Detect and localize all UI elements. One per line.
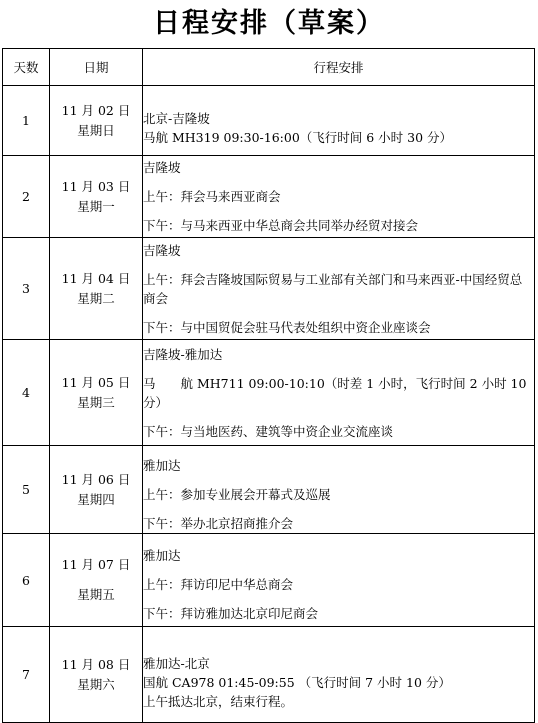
- plan-cell: [143, 340, 535, 446]
- plan-line: 下午：举办北京招商推介会: [143, 515, 294, 531]
- header-date: 日期: [50, 49, 143, 86]
- weekday-text: 星期六: [77, 676, 115, 692]
- date-text: 11 月 05 日: [61, 374, 131, 390]
- date-cell: [50, 86, 143, 156]
- plan-line: 马 航 MH711 09:00-10:10（时差 1 小时，飞行时间 2 小时 10 分）: [143, 375, 527, 410]
- plan-route: 吉隆坡: [143, 242, 181, 258]
- plan-cell: [143, 446, 535, 534]
- plan-line: 国航 CA978 01:45-09:55 （飞行时间 7 小时 10 分）: [143, 675, 451, 690]
- date-cell: [50, 238, 143, 340]
- weekday-text: 星期四: [77, 491, 115, 507]
- date-cell: [50, 534, 143, 627]
- plan-route: 吉隆坡-雅加达: [143, 346, 223, 362]
- plan-line: 上午：拜会马来西亚商会: [143, 189, 281, 204]
- plan-route: 雅加达: [143, 548, 181, 563]
- plan-route: 北京-吉隆坡: [143, 110, 210, 126]
- plan-route: 雅加达-北京: [143, 656, 210, 671]
- date-text: 11 月 06 日: [61, 471, 131, 487]
- plan-line: 马航 MH319 09:30-16:00（飞行时间 6 小时 30 分）: [143, 129, 453, 145]
- date-cell: [50, 340, 143, 446]
- plan-line: 上午抵达北京，结束行程。: [143, 694, 294, 709]
- weekday-text: 星期三: [77, 394, 115, 410]
- plan-line: 上午：参加专业展会开幕式及巡展: [143, 486, 331, 502]
- date-text: 11 月 03 日: [61, 178, 131, 194]
- plan-line: 下午：与当地医药、建筑等中资企业交流座谈: [143, 423, 394, 439]
- day-number: 7: [3, 627, 50, 723]
- weekday-text: 星期二: [77, 290, 115, 306]
- date-text: 11 月 07 日: [61, 557, 131, 572]
- plan-cell: [143, 238, 535, 340]
- table-row: [3, 534, 535, 627]
- weekday-text: 星期五: [77, 587, 115, 602]
- table-row: [3, 446, 535, 534]
- day-number: 2: [3, 156, 50, 238]
- day-number: 5: [3, 446, 50, 534]
- plan-cell: [143, 86, 535, 156]
- plan-line: 下午：拜访雅加达北京印尼商会: [143, 606, 319, 621]
- weekday-text: 星期日: [77, 122, 115, 138]
- date-cell: [50, 627, 143, 723]
- plan-line: 下午：与中国贸促会驻马代表处组织中资企业座谈会: [143, 319, 431, 335]
- header-plan: 行程安排: [143, 49, 535, 86]
- plan-cell: [143, 627, 535, 723]
- table-row: [3, 86, 535, 156]
- plan-route: 雅加达: [143, 457, 181, 473]
- day-number: 6: [3, 534, 50, 627]
- plan-line: 上午：拜会吉隆坡国际贸易与工业部有关部门和马来西亚-中国经贸总商会: [143, 271, 523, 306]
- plan-line: 上午：拜访印尼中华总商会: [143, 577, 294, 592]
- table-row: [3, 340, 535, 446]
- plan-route: 吉隆坡: [143, 160, 181, 175]
- day-number: 3: [3, 238, 50, 340]
- table-row: [3, 156, 535, 238]
- header-day: 天数: [3, 49, 50, 86]
- day-number: 1: [3, 86, 50, 156]
- date-text: 11 月 02 日: [61, 102, 131, 118]
- schedule-table: [2, 48, 535, 723]
- plan-cell: [143, 534, 535, 627]
- weekday-text: 星期一: [77, 198, 115, 214]
- table-header-row: [3, 49, 535, 86]
- date-text: 11 月 04 日: [61, 270, 131, 286]
- date-text: 11 月 08 日: [61, 656, 131, 672]
- date-cell: [50, 446, 143, 534]
- date-cell: [50, 156, 143, 238]
- plan-cell: [143, 156, 535, 238]
- table-row: [3, 238, 535, 340]
- table-row: [3, 627, 535, 723]
- page-title: 日程安排（草案）: [153, 8, 385, 39]
- plan-line: 下午：与马来西亚中华总商会共同举办经贸对接会: [143, 218, 419, 233]
- day-number: 4: [3, 340, 50, 446]
